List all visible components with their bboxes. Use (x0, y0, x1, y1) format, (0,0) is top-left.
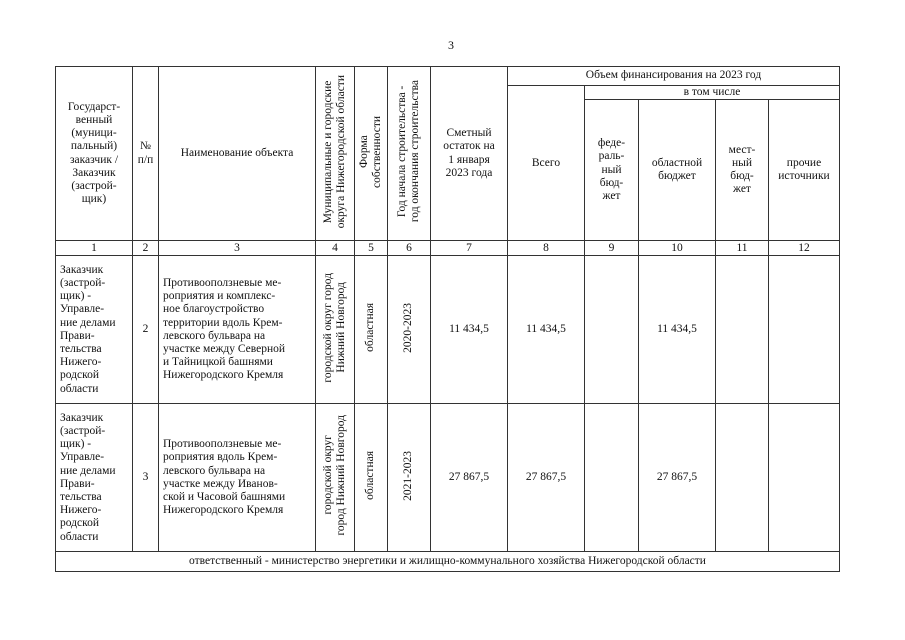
column-number-row (56, 241, 840, 256)
header-total: Всего (508, 86, 585, 241)
row-municipality-cell (316, 256, 355, 404)
row-customer: Заказчик (застрой- щик) - Управле- ние делами Прави- тельства Нижего- родской области (56, 256, 133, 404)
row-object-name: Противооползневые ме- роприятия вдоль Крем- левского бульвара на участке между Иванов- ской и Часовой башнями Нижегородского Кремля (159, 404, 316, 552)
row-customer: Заказчик (застрой- щик) - Управле- ние делами Прави- тельства Нижего- родской области (56, 404, 133, 552)
header-regional: областной бюджет (639, 100, 716, 241)
column-number: 5 (355, 241, 388, 256)
page-number: 3 (448, 38, 454, 52)
responsible-footer: ответственный - министерство энергетики и жилищно-коммунального хозяйства Нижегородской области (56, 552, 840, 572)
header-ownership: Форма собственности (357, 115, 383, 188)
header-federal: феде- раль- ный бюд- жет (585, 100, 639, 241)
table-row (56, 256, 840, 404)
header-other: прочие источники (769, 100, 840, 241)
column-number: 2 (133, 241, 159, 256)
column-number: 8 (508, 241, 585, 256)
row-total: 27 867,5 (508, 404, 585, 552)
row-municipality: городской округ город Нижний Новгород (321, 272, 347, 383)
header-funding-title: Объем финансирования на 2023 год (508, 67, 840, 86)
row-ownership: областная (364, 451, 377, 501)
column-number: 1 (56, 241, 133, 256)
row-local (716, 256, 769, 404)
row-object-name: Противооползневые ме- роприятия и комплекс- ное благоустройство территории вдоль Крем- левского бульвара на участке между Северной и Тайницкой башнями Нижегородского Кремля (159, 256, 316, 404)
row-municipality-cell (316, 404, 355, 552)
header-ownership-cell (355, 67, 388, 241)
header-local: мест- ный бюд- жет (716, 100, 769, 241)
column-number: 9 (585, 241, 639, 256)
row-federal (585, 256, 639, 404)
row-years: 2021-2023 (402, 450, 415, 501)
row-np: 3 (133, 404, 159, 552)
row-regional: 27 867,5 (639, 404, 716, 552)
column-number: 3 (159, 241, 316, 256)
row-regional: 11 434,5 (639, 256, 716, 404)
column-number: 7 (431, 241, 508, 256)
row-years: 2020-2023 (402, 302, 415, 353)
row-other (769, 256, 840, 404)
row-np: 2 (133, 256, 159, 404)
row-other (769, 404, 840, 552)
header-municipality: Муниципальные и городские округа Нижегородской области (321, 74, 347, 229)
financing-table (55, 66, 840, 572)
header-municipality-cell (316, 67, 355, 241)
header-customer: Государст- венный (муници- пальный) заказчик / Заказчик (застрой- щик) (56, 67, 133, 241)
row-total: 11 434,5 (508, 256, 585, 404)
row-ownership-cell (355, 404, 388, 552)
row-ownership: областная (364, 303, 377, 353)
header-np: № п/п (133, 67, 159, 241)
header-balance: Сметный остаток на 1 января 2023 года (431, 67, 508, 241)
column-number: 12 (769, 241, 840, 256)
column-number: 10 (639, 241, 716, 256)
header-object-name: Наименование объекта (159, 67, 316, 241)
row-local (716, 404, 769, 552)
row-balance: 27 867,5 (431, 404, 508, 552)
row-years-cell (388, 404, 431, 552)
row-ownership-cell (355, 256, 388, 404)
header-including: в том числе (585, 86, 840, 100)
column-number: 6 (388, 241, 431, 256)
table-row (56, 404, 840, 552)
row-balance: 11 434,5 (431, 256, 508, 404)
header-years: Год начала строительства - год окончания строительства (395, 80, 421, 223)
row-years-cell (388, 256, 431, 404)
column-number: 4 (316, 241, 355, 256)
row-municipality: городской округ город Нижний Новгород (321, 415, 347, 536)
row-federal (585, 404, 639, 552)
column-number: 11 (716, 241, 769, 256)
header-years-cell (388, 67, 431, 241)
